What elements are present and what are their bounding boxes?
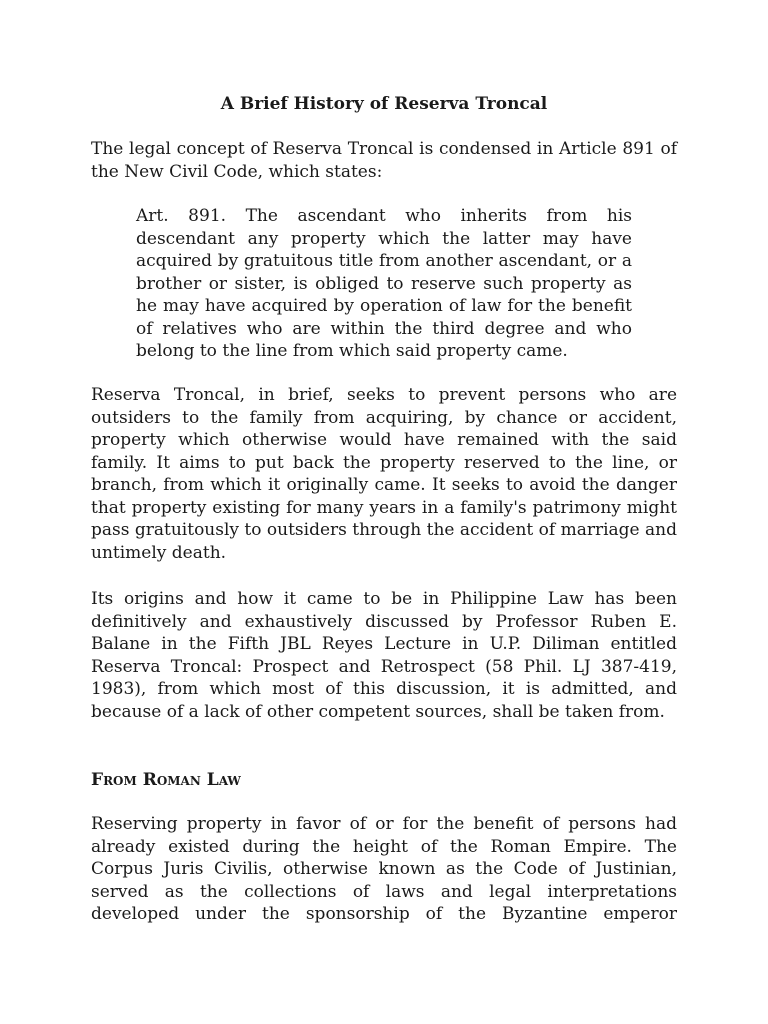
body-paragraph-2: Its origins and how it came to be in Philippine Law has been definitively and exhaustively discussed by Professor Ruben E. Balane in the Fifth JBL Reyes Lecture in U.P. Diliman entitled Reserva Troncal: Prospect and Retrospect (58 Phil. LJ 387-419, 1983), from which most of this discussion, it is admitted, and because of a lack of other competent sources, shall be taken from. bbox=[91, 589, 677, 722]
document-title: A Brief History of Reserva Troncal bbox=[220, 94, 548, 114]
section-heading: From Roman Law bbox=[91, 770, 241, 790]
article-891-quote: Art. 891. The ascendant who inherits from his descendant any property which the latter may have acquired by gratuitous title from another ascendant, or a brother or sister, is obliged to reserve such property as he may have acquired by operation of law for the benefit of relatives who are within the third degree and who belong to the line from which said property came. bbox=[136, 206, 632, 361]
body-paragraph-3: Reserving property in favor of or for the benefit of persons had already existed during the height of the Roman Empire. The Corpus Juris Civilis, otherwise known as the Code of Justinian, served as the collections of laws and legal interpretations developed under the sponsorship of the Byzantine emperor bbox=[91, 814, 677, 924]
body-paragraph-1: Reserva Troncal, in brief, seeks to prevent persons who are outsiders to the family from acquiring, by chance or accident, property which otherwise would have remained with the said family. It aims to put back the property reserved to the line, or branch, from which it originally came. It seeks to avoid the danger that property existing for many years in a family's patrimony might pass gratuitously to outsiders through the accident of marriage and untimely death. bbox=[91, 385, 677, 563]
intro-paragraph: The legal concept of Reserva Troncal is condensed in Article 891 of the New Civil Code, which states: bbox=[91, 139, 677, 182]
